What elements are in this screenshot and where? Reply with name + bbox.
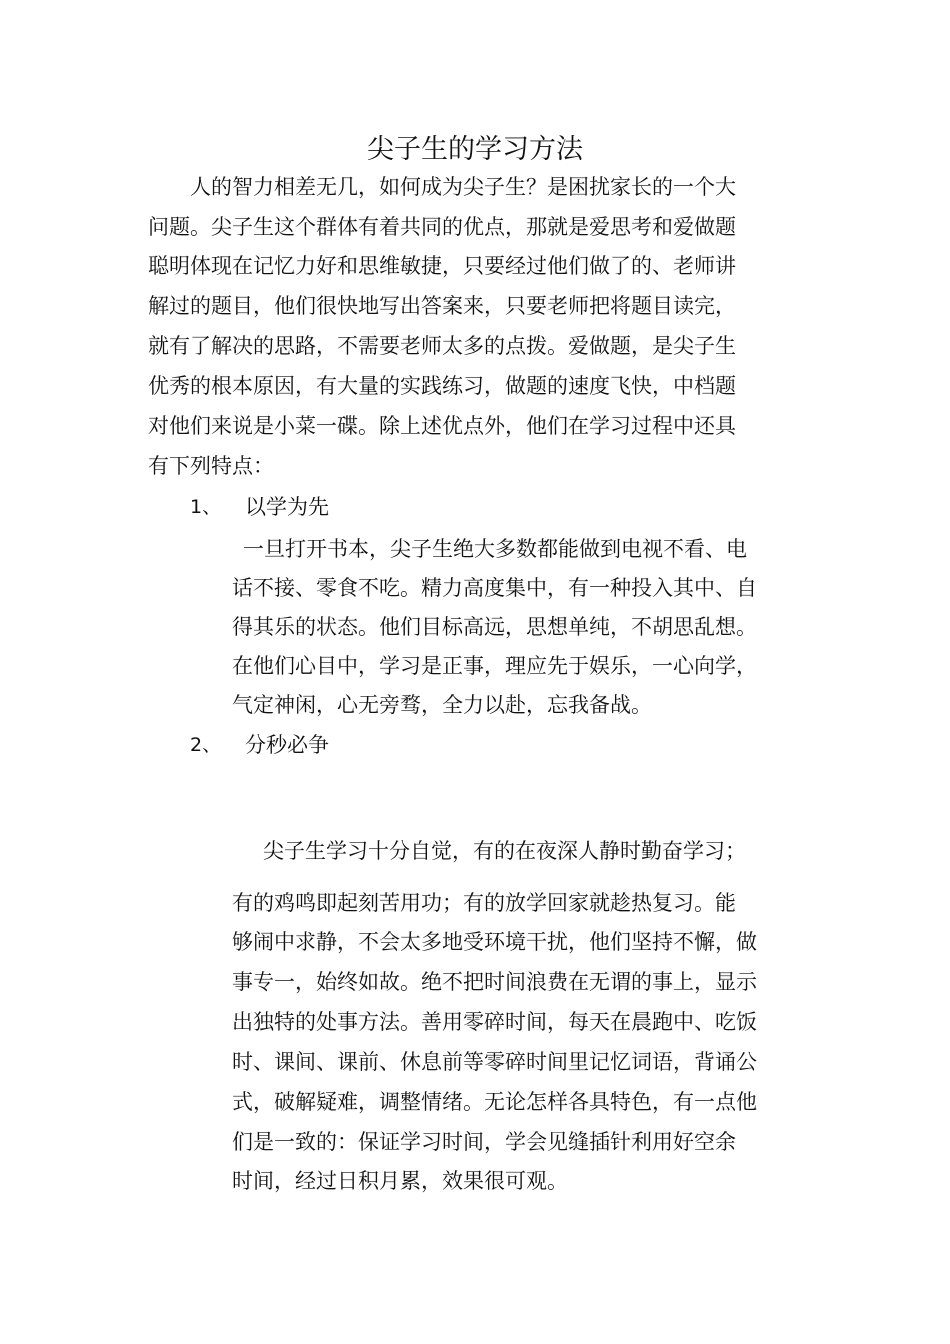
intro-line: 就有了解决的思路，不需要老师太多的点拨。爱做题，是尖子生 (148, 334, 736, 358)
section-line: 事专一，始终如故。绝不把时间浪费在无谓的事上，显示 (232, 970, 757, 994)
section-line: 气定神闲，心无旁骛，全力以赴，忘我备战。 (232, 693, 652, 717)
section-line: 够闹中求静，不会太多地受环境干扰，他们坚持不懈，做 (232, 930, 757, 954)
section-line: 出独特的处事方法。善用零碎时间，每天在晨跑中、吃饭 (232, 1010, 757, 1034)
intro-line: 聪明体现在记忆力好和思维敏捷，只要经过他们做了的、老师讲 (148, 254, 736, 278)
section-line: 在他们心目中，学习是正事，理应先于娱乐，一心向学， (232, 654, 757, 678)
intro-line: 对他们来说是小菜一碟。除上述优点外，他们在学习过程中还具 (148, 414, 736, 438)
section-heading: 以学为先 (245, 495, 329, 519)
section-number: 1、 (190, 496, 222, 518)
section-number: 2、 (190, 734, 222, 756)
intro-line: 有下列特点： (148, 454, 274, 478)
section-heading: 分秒必争 (245, 733, 329, 757)
section-line: 尖子生学习十分自觉，有的在夜深人静时勤奋学习； (263, 839, 746, 863)
section-line: 时间，经过日积月累，效果很可观。 (232, 1169, 568, 1193)
section-line: 们是一致的：保证学习时间，学会见缝插针利用好空余 (232, 1130, 736, 1154)
section-line: 式，破解疑难，调整情绪。无论怎样各具特色，有一点他 (232, 1090, 757, 1114)
intro-line: 人的智力相差无几，如何成为尖子生？是困扰家长的一个大 (190, 175, 736, 199)
section-line: 有的鸡鸣即起刻苦用功；有的放学回家就趁热复习。能 (232, 891, 736, 915)
intro-line: 优秀的根本原因，有大量的实践练习，做题的速度飞快，中档题 (148, 374, 736, 398)
intro-line: 问题。尖子生这个群体有着共同的优点，那就是爱思考和爱做题 (148, 215, 736, 239)
section-line: 话不接、零食不吃。精力高度集中，有一种投入其中、自 (232, 576, 757, 600)
section-line: 时、课间、课前、休息前等零碎时间里记忆词语，背诵公 (232, 1050, 757, 1074)
section-line: 一旦打开书本，尖子生绝大多数都能做到电视不看、电 (243, 537, 747, 561)
section-line: 得其乐的状态。他们目标高远，思想单纯，不胡思乱想。 (232, 615, 757, 639)
document-title: 尖子生的学习方法 (367, 134, 583, 165)
intro-line: 解过的题目，他们很快地写出答案来，只要老师把将题目读完， (148, 294, 736, 318)
